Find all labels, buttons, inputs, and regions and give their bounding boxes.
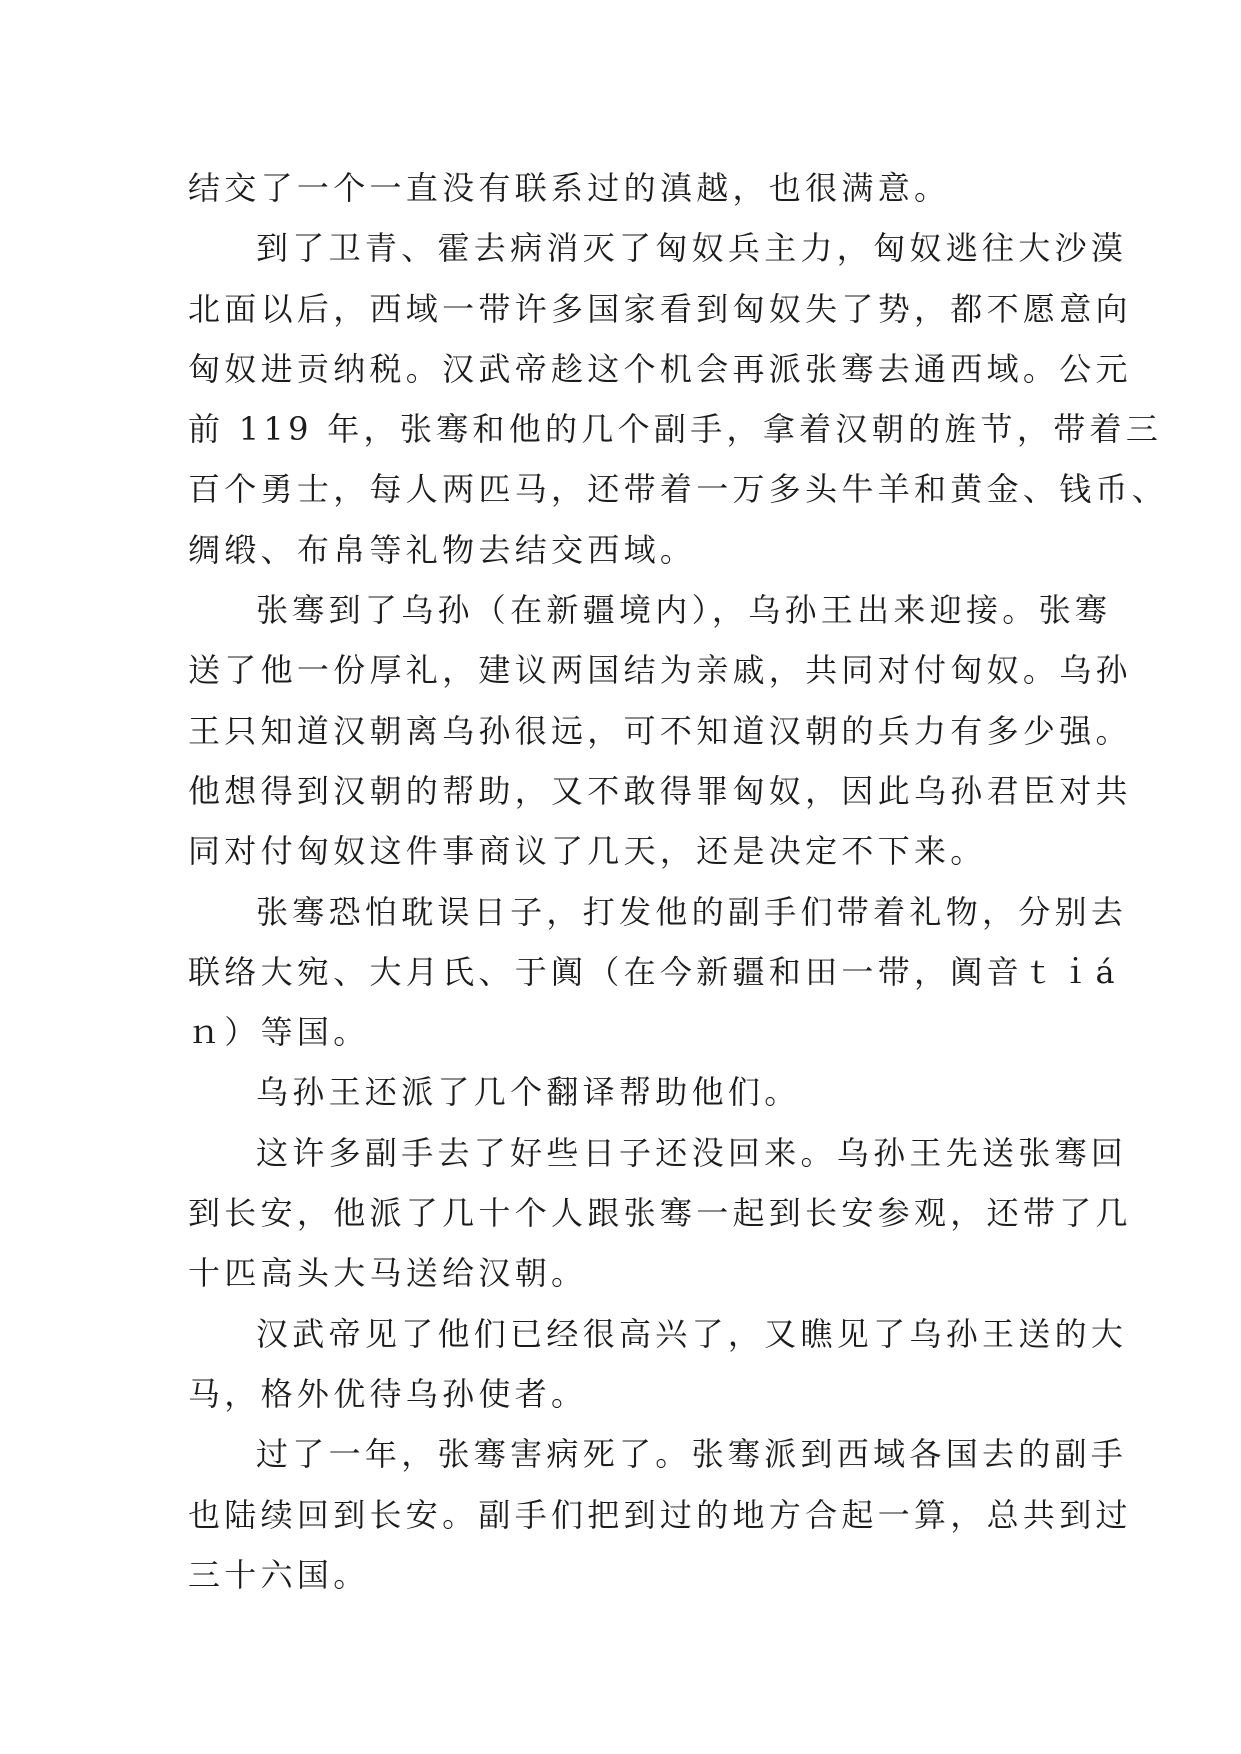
text-line: 到了卫青、霍去病消灭了匈奴兵主力，匈奴逃往大沙漠 bbox=[256, 229, 1128, 268]
text-line: 北面以后，西域一带许多国家看到匈奴失了势，都不愿意向 bbox=[188, 289, 1132, 328]
paragraph-3 bbox=[188, 580, 1132, 881]
text-line: 也陆续回到长安。副手们把到过的地方合起一算，总共到过 bbox=[188, 1495, 1132, 1534]
text-line: 过了一年，张骞害病死了。张骞派到西域各国去的副手 bbox=[256, 1435, 1128, 1474]
text-line: 结交了一个一直没有联系过的滇越，也很满意。 bbox=[188, 169, 951, 207]
paragraph-6 bbox=[188, 1123, 1132, 1304]
paragraph-5 bbox=[188, 1062, 1058, 1122]
text-line: 汉武帝见了他们已经很高兴了，又瞧见了乌孙王送的大 bbox=[256, 1314, 1128, 1353]
text-line: 送了他一份厚礼，建议两国结为亲戚，共同对付匈奴。乌孙 bbox=[188, 651, 1132, 690]
text-line: 十匹高头大马送给汉朝。 bbox=[188, 1254, 588, 1293]
paragraph-8 bbox=[188, 1424, 1132, 1605]
text-line: 前 119 年，张骞和他的几个副手，拿着汉朝的旌节，带着三 bbox=[188, 410, 1163, 449]
paragraph-1 bbox=[188, 158, 1058, 218]
text-line: 马，格外优待乌孙使者。 bbox=[188, 1374, 588, 1413]
text-line: 百个勇士，每人两匹马，还带着一万多头牛羊和黄金、钱币、 bbox=[188, 470, 1169, 509]
paragraph-2 bbox=[188, 218, 1169, 580]
paragraph-4 bbox=[188, 882, 1128, 1063]
text-line: 到长安，他派了几十个人跟张骞一起到长安参观，还带了几 bbox=[188, 1194, 1132, 1233]
text-line: 绸缎、布帛等礼物去结交西域。 bbox=[188, 530, 697, 569]
text-line: 联络大宛、大月氏、于阗（在今新疆和田一带，阗音ｔｉá bbox=[188, 952, 1119, 991]
text-line: 张骞到了乌孙（在新疆境内），乌孙王出来迎接。张骞 bbox=[256, 591, 1112, 630]
text-line: 三十六国。 bbox=[188, 1555, 370, 1594]
text-line: 王只知道汉朝离乌孙很远，可不知道汉朝的兵力有多少强。 bbox=[188, 711, 1132, 750]
text-line: ｎ）等国。 bbox=[188, 1013, 370, 1052]
text-line: 他想得到汉朝的帮助，又不敢得罪匈奴，因此乌孙君臣对共 bbox=[188, 771, 1132, 810]
text-line: 同对付匈奴这件事商议了几天，还是决定不下来。 bbox=[188, 832, 987, 871]
text-line: 乌孙王还派了几个翻译帮助他们。 bbox=[256, 1073, 801, 1112]
body-text bbox=[188, 158, 1169, 1605]
text-line: 张骞恐怕耽误日子，打发他的副手们带着礼物，分别去 bbox=[256, 892, 1128, 931]
text-line: 这许多副手去了好些日子还没回来。乌孙王先送张骞回 bbox=[256, 1133, 1128, 1172]
paragraph-7 bbox=[188, 1304, 1128, 1425]
text-line: 匈奴进贡纳税。汉武帝趁这个机会再派张骞去通西域。公元 bbox=[188, 349, 1132, 388]
